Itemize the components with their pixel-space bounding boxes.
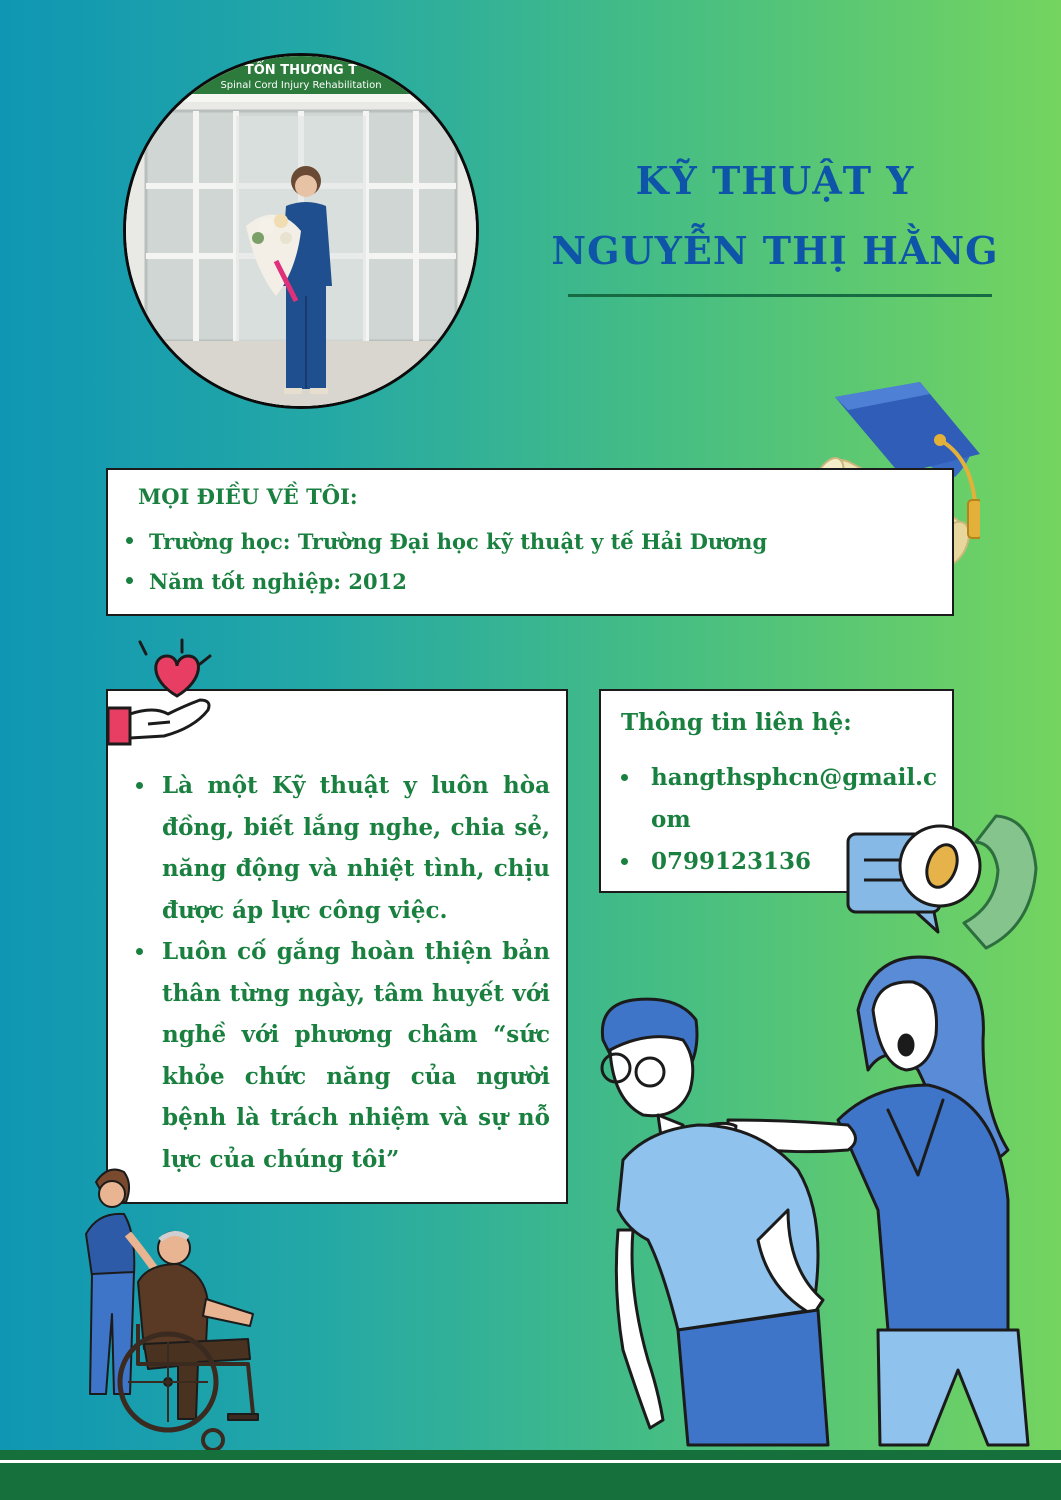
email-text[interactable]: hangthsphcn@gmail.com	[651, 764, 938, 833]
photo-sign-line1: TỔN THƯƠNG T	[244, 63, 358, 78]
wheelchair-caregiver-illustration	[78, 1164, 303, 1454]
description-item-1: Là một Kỹ thuật y luôn hòa đồng, biết lắng nghe, chia sẻ, năng động và nhiệt tình, chịu được áp lực công việc.	[162, 772, 550, 924]
list-item	[126, 562, 767, 602]
phone-text[interactable]: 0799123136	[651, 848, 812, 875]
list-item	[136, 931, 550, 1180]
heart-in-hand-icon	[104, 636, 214, 748]
list-item	[136, 765, 550, 931]
about-heading: MỌI ĐIỀU VỀ TÔI:	[138, 484, 358, 509]
list-item	[126, 522, 767, 562]
footer-band	[0, 1450, 1061, 1500]
bullet-icon	[126, 537, 133, 544]
footer-line	[0, 1460, 1061, 1463]
nurse-helping-patient-illustration	[588, 950, 1058, 1455]
description-box	[106, 689, 568, 1204]
page-title-role: KỸ THUẬT Y	[635, 158, 915, 203]
graduation-year-text: Năm tốt nghiệp: 2012	[149, 569, 407, 594]
about-me-box	[106, 468, 954, 616]
bullet-icon	[621, 774, 628, 781]
about-list	[126, 522, 767, 602]
school-text: Trường học: Trường Đại học kỹ thuật y tế Hải Dương	[149, 529, 768, 554]
contact-heading: Thông tin liên hệ:	[621, 709, 852, 736]
description-list	[136, 765, 550, 1180]
photo-sign-line2: Spinal Cord Injury Rehabilitation	[220, 80, 382, 91]
page-title-name: NGUYỄN THỊ HẰNG	[551, 228, 999, 273]
bullet-icon	[621, 858, 628, 865]
bullet-icon	[126, 577, 133, 584]
profile-photo	[123, 53, 479, 409]
title-divider	[568, 294, 992, 297]
description-item-2: Luôn cố gắng hoàn thiện bản thân từng ngày, tâm huyết với nghề với phương châm “sức khỏe chức năng của người bệnh là trách nhiệm và sự nỗ lực của chúng tôi”	[162, 938, 550, 1173]
bullet-icon	[136, 948, 143, 955]
bullet-icon	[136, 782, 143, 789]
chat-phone-icon	[846, 808, 1046, 958]
